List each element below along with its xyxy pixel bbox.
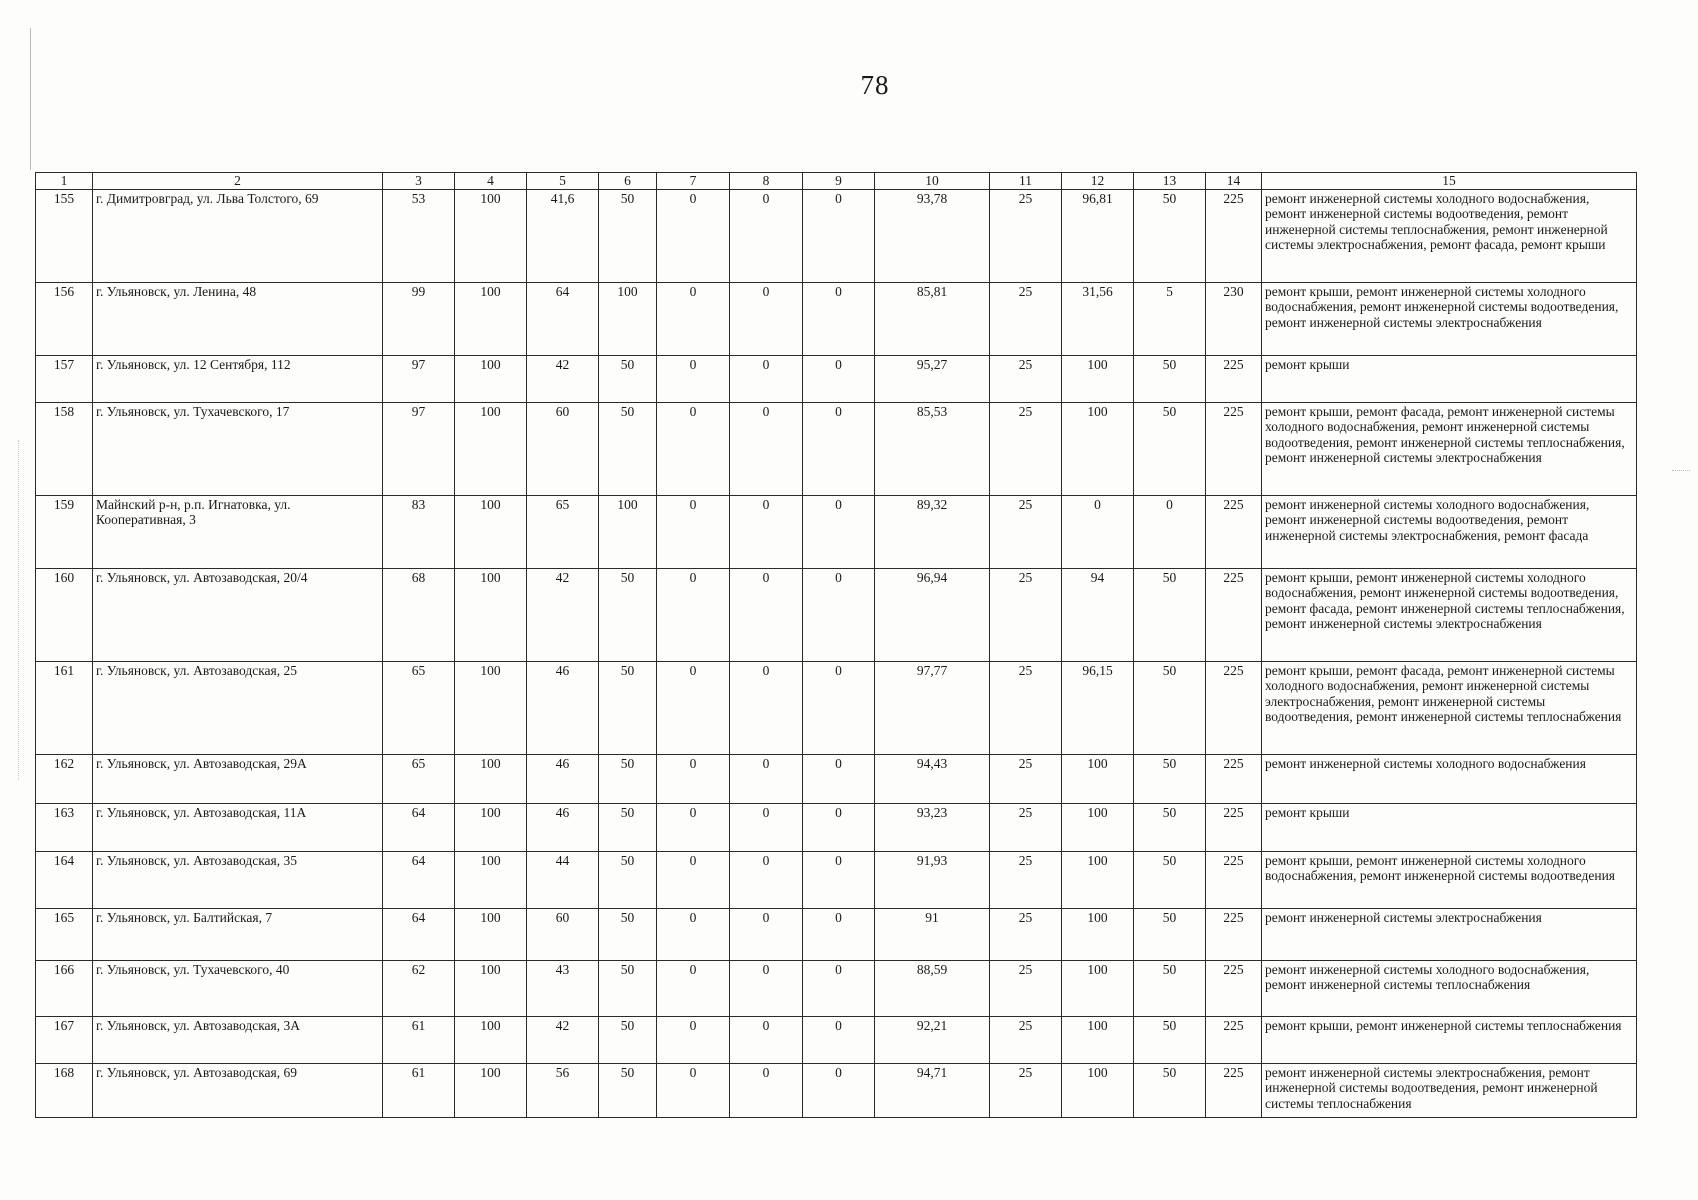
value-cell: 225 — [1206, 1016, 1262, 1063]
value-cell: 0 — [657, 661, 730, 754]
address-cell: г. Ульяновск, ул. Автозаводская, 29А — [93, 754, 383, 803]
value-cell: 61 — [383, 1016, 455, 1063]
value-cell: 88,59 — [875, 960, 990, 1016]
works-cell: ремонт крыши — [1262, 355, 1637, 402]
address-cell: Майнский р-н, р.п. Игнатовка, ул. Кооперативная, 3 — [93, 495, 383, 568]
value-cell: 25 — [990, 851, 1062, 908]
value-cell: 50 — [1134, 661, 1206, 754]
address-cell: г. Ульяновск, ул. Автозаводская, 69 — [93, 1063, 383, 1117]
value-cell: 46 — [527, 803, 599, 851]
value-cell: 100 — [455, 661, 527, 754]
scan-artifact — [1672, 470, 1690, 481]
value-cell: 0 — [803, 1016, 875, 1063]
value-cell: 65 — [527, 495, 599, 568]
value-cell: 50 — [599, 568, 657, 661]
address-cell: г. Димитровград, ул. Льва Толстого, 69 — [93, 189, 383, 282]
value-cell: 225 — [1206, 803, 1262, 851]
works-cell: ремонт инженерной системы холодного водоснабжения — [1262, 754, 1637, 803]
value-cell: 0 — [657, 495, 730, 568]
column-header: 6 — [599, 173, 657, 190]
works-cell: ремонт крыши, ремонт инженерной системы холодного водоснабжения, ремонт инженерной системы водоотведения — [1262, 851, 1637, 908]
value-cell: 100 — [455, 402, 527, 495]
value-cell: 99 — [383, 282, 455, 355]
row-number: 156 — [36, 282, 93, 355]
table-row — [36, 1016, 1637, 1063]
table-row — [36, 1063, 1637, 1117]
value-cell: 50 — [1134, 908, 1206, 960]
value-cell: 46 — [527, 754, 599, 803]
row-number: 159 — [36, 495, 93, 568]
table-row — [36, 754, 1637, 803]
value-cell: 89,32 — [875, 495, 990, 568]
value-cell: 100 — [455, 803, 527, 851]
value-cell: 60 — [527, 908, 599, 960]
value-cell: 93,23 — [875, 803, 990, 851]
address-cell: г. Ульяновск, ул. 12 Сентября, 112 — [93, 355, 383, 402]
value-cell: 0 — [657, 908, 730, 960]
value-cell: 96,15 — [1062, 661, 1134, 754]
value-cell: 91,93 — [875, 851, 990, 908]
value-cell: 25 — [990, 568, 1062, 661]
value-cell: 100 — [1062, 402, 1134, 495]
value-cell: 50 — [599, 1016, 657, 1063]
value-cell: 225 — [1206, 851, 1262, 908]
value-cell: 65 — [383, 661, 455, 754]
value-cell: 0 — [730, 495, 803, 568]
value-cell: 100 — [455, 189, 527, 282]
column-header: 1 — [36, 173, 93, 190]
value-cell: 225 — [1206, 908, 1262, 960]
value-cell: 50 — [599, 355, 657, 402]
value-cell: 50 — [599, 960, 657, 1016]
row-number: 158 — [36, 402, 93, 495]
works-cell: ремонт крыши, ремонт инженерной системы холодного водоснабжения, ремонт инженерной системы водоотведения, ремонт инженерной системы электроснабжения — [1262, 282, 1637, 355]
value-cell: 97,77 — [875, 661, 990, 754]
address-cell: г. Ульяновск, ул. Автозаводская, 35 — [93, 851, 383, 908]
table-row — [36, 908, 1637, 960]
value-cell: 50 — [1134, 1063, 1206, 1117]
value-cell: 0 — [730, 851, 803, 908]
value-cell: 96,94 — [875, 568, 990, 661]
value-cell: 0 — [657, 282, 730, 355]
value-cell: 100 — [455, 355, 527, 402]
value-cell: 91 — [875, 908, 990, 960]
value-cell: 50 — [1134, 355, 1206, 402]
value-cell: 25 — [990, 189, 1062, 282]
value-cell: 0 — [657, 754, 730, 803]
value-cell: 50 — [599, 402, 657, 495]
value-cell: 0 — [730, 960, 803, 1016]
works-cell: ремонт инженерной системы электроснабжения — [1262, 908, 1637, 960]
value-cell: 0 — [803, 908, 875, 960]
column-header: 12 — [1062, 173, 1134, 190]
value-cell: 68 — [383, 568, 455, 661]
table-row — [36, 803, 1637, 851]
value-cell: 42 — [527, 1016, 599, 1063]
value-cell: 64 — [383, 908, 455, 960]
value-cell: 25 — [990, 1016, 1062, 1063]
value-cell: 61 — [383, 1063, 455, 1117]
column-header: 4 — [455, 173, 527, 190]
value-cell: 0 — [657, 1016, 730, 1063]
address-cell: г. Ульяновск, ул. Автозаводская, 25 — [93, 661, 383, 754]
address-cell: г. Ульяновск, ул. Автозаводская, 3А — [93, 1016, 383, 1063]
value-cell: 0 — [730, 661, 803, 754]
value-cell: 100 — [455, 282, 527, 355]
value-cell: 50 — [599, 189, 657, 282]
works-cell: ремонт крыши, ремонт инженерной системы теплоснабжения — [1262, 1016, 1637, 1063]
column-header: 11 — [990, 173, 1062, 190]
page-number: 78 — [860, 70, 890, 100]
value-cell: 95,27 — [875, 355, 990, 402]
column-header: 8 — [730, 173, 803, 190]
row-number: 165 — [36, 908, 93, 960]
value-cell: 100 — [455, 960, 527, 1016]
value-cell: 50 — [1134, 402, 1206, 495]
value-cell: 225 — [1206, 754, 1262, 803]
value-cell: 25 — [990, 402, 1062, 495]
column-header: 3 — [383, 173, 455, 190]
address-cell: г. Ульяновск, ул. Тухачевского, 40 — [93, 960, 383, 1016]
address-cell: г. Ульяновск, ул. Ленина, 48 — [93, 282, 383, 355]
table-row — [36, 568, 1637, 661]
value-cell: 225 — [1206, 568, 1262, 661]
value-cell: 41,6 — [527, 189, 599, 282]
value-cell: 94 — [1062, 568, 1134, 661]
value-cell: 0 — [657, 402, 730, 495]
row-number: 160 — [36, 568, 93, 661]
works-cell: ремонт крыши, ремонт фасада, ремонт инженерной системы холодного водоснабжения, ремонт инженерной системы водоотведения, ремонт инженерной системы теплоснабжения, ремонт инженерной системы электроснабжения — [1262, 402, 1637, 495]
row-number: 167 — [36, 1016, 93, 1063]
value-cell: 50 — [599, 754, 657, 803]
value-cell: 50 — [1134, 960, 1206, 1016]
value-cell: 0 — [657, 568, 730, 661]
value-cell: 83 — [383, 495, 455, 568]
value-cell: 50 — [599, 908, 657, 960]
value-cell: 0 — [803, 189, 875, 282]
column-header: 10 — [875, 173, 990, 190]
value-cell: 97 — [383, 402, 455, 495]
value-cell: 100 — [599, 495, 657, 568]
table-body — [36, 189, 1637, 1117]
table-row — [36, 355, 1637, 402]
value-cell: 0 — [730, 754, 803, 803]
value-cell: 25 — [990, 960, 1062, 1016]
value-cell: 93,78 — [875, 189, 990, 282]
value-cell: 0 — [803, 960, 875, 1016]
value-cell: 0 — [730, 1063, 803, 1117]
value-cell: 100 — [455, 851, 527, 908]
value-cell: 50 — [1134, 1016, 1206, 1063]
value-cell: 46 — [527, 661, 599, 754]
value-cell: 25 — [990, 355, 1062, 402]
value-cell: 0 — [657, 851, 730, 908]
address-cell: г. Ульяновск, ул. Автозаводская, 20/4 — [93, 568, 383, 661]
value-cell: 50 — [599, 851, 657, 908]
address-cell: г. Ульяновск, ул. Тухачевского, 17 — [93, 402, 383, 495]
row-number: 161 — [36, 661, 93, 754]
value-cell: 64 — [383, 851, 455, 908]
scan-artifact — [18, 440, 20, 780]
value-cell: 42 — [527, 568, 599, 661]
value-cell: 94,43 — [875, 754, 990, 803]
value-cell: 62 — [383, 960, 455, 1016]
value-cell: 0 — [730, 568, 803, 661]
table-row — [36, 189, 1637, 282]
address-cell: г. Ульяновск, ул. Автозаводская, 11А — [93, 803, 383, 851]
value-cell: 225 — [1206, 960, 1262, 1016]
value-cell: 0 — [730, 1016, 803, 1063]
column-header: 13 — [1134, 173, 1206, 190]
value-cell: 94,71 — [875, 1063, 990, 1117]
value-cell: 225 — [1206, 189, 1262, 282]
value-cell: 0 — [803, 282, 875, 355]
column-header: 15 — [1262, 173, 1637, 190]
value-cell: 225 — [1206, 1063, 1262, 1117]
table-row — [36, 661, 1637, 754]
table-row — [36, 282, 1637, 355]
value-cell: 50 — [599, 1063, 657, 1117]
value-cell: 230 — [1206, 282, 1262, 355]
column-header: 9 — [803, 173, 875, 190]
value-cell: 0 — [657, 189, 730, 282]
works-cell: ремонт крыши — [1262, 803, 1637, 851]
value-cell: 225 — [1206, 355, 1262, 402]
value-cell: 100 — [455, 495, 527, 568]
value-cell: 0 — [730, 803, 803, 851]
value-cell: 64 — [527, 282, 599, 355]
value-cell: 92,21 — [875, 1016, 990, 1063]
row-number: 155 — [36, 189, 93, 282]
value-cell: 225 — [1206, 402, 1262, 495]
value-cell: 0 — [803, 568, 875, 661]
value-cell: 50 — [1134, 803, 1206, 851]
value-cell: 100 — [1062, 803, 1134, 851]
value-cell: 0 — [730, 908, 803, 960]
row-number: 162 — [36, 754, 93, 803]
value-cell: 25 — [990, 495, 1062, 568]
works-cell: ремонт инженерной системы холодного водоснабжения, ремонт инженерной системы водоотведения, ремонт инженерной системы теплоснабжения, ремонт инженерной системы электроснабжения, ремонт фасада, ремонт крыши — [1262, 189, 1637, 282]
value-cell: 97 — [383, 355, 455, 402]
value-cell: 31,56 — [1062, 282, 1134, 355]
value-cell: 0 — [730, 189, 803, 282]
value-cell: 25 — [990, 661, 1062, 754]
value-cell: 0 — [803, 803, 875, 851]
value-cell: 0 — [803, 661, 875, 754]
value-cell: 25 — [990, 803, 1062, 851]
value-cell: 50 — [1134, 754, 1206, 803]
value-cell: 0 — [803, 754, 875, 803]
address-cell: г. Ульяновск, ул. Балтийская, 7 — [93, 908, 383, 960]
value-cell: 25 — [990, 908, 1062, 960]
value-cell: 100 — [455, 568, 527, 661]
value-cell: 0 — [657, 1063, 730, 1117]
value-cell: 100 — [455, 1016, 527, 1063]
table-row — [36, 851, 1637, 908]
value-cell: 0 — [803, 1063, 875, 1117]
works-cell: ремонт крыши, ремонт инженерной системы холодного водоснабжения, ремонт инженерной системы водоотведения, ремонт фасада, ремонт инженерной системы теплоснабжения, ремонт инженерной системы электроснабжения — [1262, 568, 1637, 661]
row-number: 164 — [36, 851, 93, 908]
works-cell: ремонт инженерной системы холодного водоснабжения, ремонт инженерной системы теплоснабжения — [1262, 960, 1637, 1016]
value-cell: 100 — [1062, 1016, 1134, 1063]
value-cell: 56 — [527, 1063, 599, 1117]
column-number-row — [36, 173, 1637, 190]
value-cell: 42 — [527, 355, 599, 402]
value-cell: 0 — [1134, 495, 1206, 568]
row-number: 168 — [36, 1063, 93, 1117]
value-cell: 100 — [1062, 908, 1134, 960]
value-cell: 100 — [1062, 1063, 1134, 1117]
value-cell: 53 — [383, 189, 455, 282]
column-header: 7 — [657, 173, 730, 190]
value-cell: 0 — [730, 282, 803, 355]
value-cell: 100 — [1062, 355, 1134, 402]
value-cell: 0 — [1062, 495, 1134, 568]
repair-registry-table — [35, 172, 1637, 1118]
row-number: 163 — [36, 803, 93, 851]
value-cell: 5 — [1134, 282, 1206, 355]
value-cell: 50 — [599, 661, 657, 754]
column-header: 14 — [1206, 173, 1262, 190]
table-row — [36, 495, 1637, 568]
value-cell: 100 — [1062, 754, 1134, 803]
value-cell: 25 — [990, 282, 1062, 355]
value-cell: 0 — [803, 495, 875, 568]
value-cell: 25 — [990, 1063, 1062, 1117]
table-row — [36, 402, 1637, 495]
table-row — [36, 960, 1637, 1016]
value-cell: 43 — [527, 960, 599, 1016]
row-number: 157 — [36, 355, 93, 402]
column-header: 2 — [93, 173, 383, 190]
value-cell: 100 — [599, 282, 657, 355]
value-cell: 0 — [803, 851, 875, 908]
value-cell: 100 — [455, 754, 527, 803]
value-cell: 50 — [1134, 851, 1206, 908]
row-number: 166 — [36, 960, 93, 1016]
value-cell: 65 — [383, 754, 455, 803]
value-cell: 50 — [1134, 189, 1206, 282]
value-cell: 0 — [730, 355, 803, 402]
value-cell: 0 — [657, 960, 730, 1016]
column-header: 5 — [527, 173, 599, 190]
value-cell: 0 — [657, 355, 730, 402]
value-cell: 60 — [527, 402, 599, 495]
value-cell: 25 — [990, 754, 1062, 803]
works-cell: ремонт крыши, ремонт фасада, ремонт инженерной системы холодного водоснабжения, ремонт инженерной системы электроснабжения, ремонт инженерной системы водоотведения, ремонт инженерной системы теплоснабжения — [1262, 661, 1637, 754]
value-cell: 0 — [657, 803, 730, 851]
value-cell: 100 — [455, 1063, 527, 1117]
value-cell: 100 — [1062, 960, 1134, 1016]
value-cell: 225 — [1206, 661, 1262, 754]
value-cell: 50 — [1134, 568, 1206, 661]
value-cell: 96,81 — [1062, 189, 1134, 282]
value-cell: 85,81 — [875, 282, 990, 355]
value-cell: 85,53 — [875, 402, 990, 495]
value-cell: 225 — [1206, 495, 1262, 568]
works-cell: ремонт инженерной системы электроснабжения, ремонт инженерной системы водоотведения, ремонт инженерной системы теплоснабжения — [1262, 1063, 1637, 1117]
value-cell: 100 — [455, 908, 527, 960]
value-cell: 100 — [1062, 851, 1134, 908]
value-cell: 0 — [803, 402, 875, 495]
value-cell: 50 — [599, 803, 657, 851]
value-cell: 0 — [803, 355, 875, 402]
works-cell: ремонт инженерной системы холодного водоснабжения, ремонт инженерной системы водоотведения, ремонт инженерной системы электроснабжения, ремонт фасада — [1262, 495, 1637, 568]
value-cell: 0 — [730, 402, 803, 495]
value-cell: 44 — [527, 851, 599, 908]
value-cell: 64 — [383, 803, 455, 851]
